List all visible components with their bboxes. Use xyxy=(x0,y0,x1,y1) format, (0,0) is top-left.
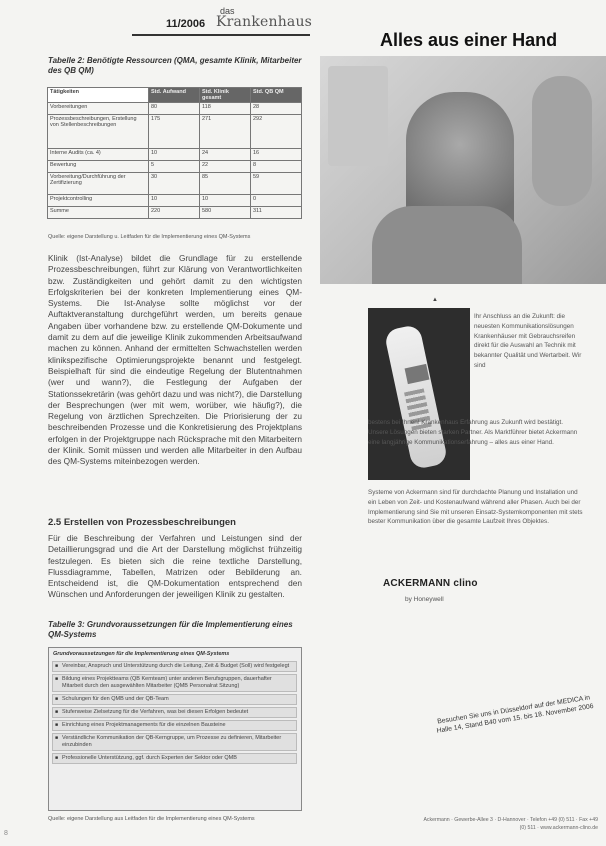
table-cell: Vorbereitung/Durchführung der Zertifizierung xyxy=(48,173,149,195)
ad-photo-nurse xyxy=(320,56,606,284)
table-cell: 59 xyxy=(251,173,302,195)
table-row xyxy=(48,149,302,161)
table-cell: Prozessbeschreibungen, Erstellung von Stellenbeschreibungen xyxy=(48,115,149,149)
table-cell: 175 xyxy=(149,115,200,149)
table-cell: 24 xyxy=(200,149,251,161)
photo-person-shoulders xyxy=(372,206,522,284)
ad-text-block: bestens bei Ihnen! Krankenhaus Erfahrung aus Zukunft wird bestätigt. Unsere Lösungen bieten starken Partner. Als Marktführer bietet Ackermann eine langjährige Kommunikationserfahrung – alles aus einer Hand. xyxy=(368,419,578,446)
requirements-box xyxy=(48,647,302,811)
table-cell: 580 xyxy=(200,207,251,219)
fair-announcement: Besuchen Sie uns in Düsseldorf auf der MEDICA in Halle 14, Stand B40 vom 15. bis 18. November 2006 xyxy=(436,694,595,735)
body-paragraph: Für die Beschreibung der Verfahren und Leistungen sind der Detaillierungsgrad und die Art der Darstellung möglichst frühzeitig festzulegen. Es bieten sich die reine textliche Darstellung, Flussdiagramme, Tabellen, Matrizen oder Bebilderung an. Entscheidend ist, die QM-Dokumentation entsprechend den Wünschen und Anforderungen der jeweiligen Klinik zu gestalten. xyxy=(48,533,302,600)
table-row xyxy=(48,207,302,219)
table-header-cell: Std. Klinik gesamt xyxy=(200,88,251,103)
magazine-brand: Krankenhaus xyxy=(216,14,313,30)
logo-text: ACKERMANN clino xyxy=(383,578,478,589)
logo-subtitle: by Honeywell xyxy=(405,596,444,603)
page-number: 8 xyxy=(4,830,8,837)
table-cell: Interne Audits (ca. 4) xyxy=(48,149,149,161)
ad-headline: Alles aus einer Hand xyxy=(380,30,558,50)
list-item: ■ Einrichtung eines Projektmanagements für die einzelnen Bausteine xyxy=(52,720,297,731)
table-row xyxy=(48,195,302,207)
table-row xyxy=(48,161,302,173)
ad-photo-handset xyxy=(368,308,470,480)
table2-caption: Tabelle 2: Benötigte Ressourcen (QMA, gesamte Klinik, Mitarbeiter des QB QM) xyxy=(48,56,302,75)
page-header xyxy=(132,0,313,40)
ad-footer-contact: Ackermann · Gewerbe-Allee 3 · D-Hannover · Telefon +49 (0) 511 · Fax +49 (0) 511 · www.ackermann-clino.de xyxy=(423,817,598,831)
list-item: ■ Vereinbar, Anspruch und Unterstützung durch die Leitung, Zeit & Budget (Soll) wird festgelegt xyxy=(52,661,297,672)
table-cell: 80 xyxy=(149,103,200,115)
table-cell: 10 xyxy=(149,195,200,207)
photo-background-person xyxy=(532,76,592,206)
list-item: ■ Verständliche Kommunikation der QB-Kerngruppe, um Prozesse zu definieren, Mitarbeiter einzubinden xyxy=(52,733,297,751)
table3-caption: Tabelle 3: Grundvoraussetzungen für die Implementierung eines QM-Systems xyxy=(48,620,293,639)
brand-prefix: das xyxy=(220,6,235,16)
table-cell: 118 xyxy=(200,103,251,115)
triangle-icon: ▲ xyxy=(432,297,438,303)
list-item: ■ Stufenweise Zielsetzung für die Verfahren, was bei diesen Erfolgen bedeutet xyxy=(52,707,297,718)
table-cell: 0 xyxy=(251,195,302,207)
table-cell: 16 xyxy=(251,149,302,161)
requirements-list xyxy=(52,661,297,766)
box-title: Grundvoraussetzungen für die Implementierung eines QM-Systems xyxy=(53,651,230,657)
table2-source: Quelle: eigene Darstellung u. Leitfaden für die Implementierung eines QM-Systems xyxy=(48,234,251,240)
body-paragraph: Klinik (Ist-Analyse) bildet die Grundlage für zu erstellende Prozessbeschreibungen, führt zur Klärung von Verantwortlichkeiten bzw. Zuständigkeiten und gehört damit zu den wichtigsten Erfolgskriterien bei der konkreten Implementierung eines QM-Systems. Die Ist-Analyse sollte möglichst vor der Auftaktveranstaltung durchgeführt werden, um bereits genaue Angaben über vorhandene bzw. zu erstellende QM-Dokumente und damit zu dem auf die jeweilige Klinik zukommenden Arbeitsaufwand machen zu können. Anhand der ermittelten Schwachstellen werden klinikspezifische Optimierungsprojekte benannt und festgelegt. Beispielhaft für sind die eindeutige Regelung der Blutentnahmen (wer und wann?), die Festlegung der Aufgaben der Stationssekretärin (was gehört dazu und was nicht?), die Darstellung der Besprechungen (wer mit wem, worüber, wie häufig?), die Regelung von ärztlichen Sprechzeiten. Die Priorisierung der zu beschreibenden Prozesse und die Konkretisierung des Projektplans erfolgen in der Projektgruppe nach Rücksprache mit den Mitarbeitern der Klinik. Somit müssen und werden alle Mitarbeiter in den Aufbau des QM-Systems miteinbezogen werden. xyxy=(48,253,302,467)
table-cell: 311 xyxy=(251,207,302,219)
table-cell: Bewertung xyxy=(48,161,149,173)
list-item: ■ Professionelle Unterstützung, ggf. durch Experten der Sektor oder QMB xyxy=(52,753,297,764)
table-cell: 5 xyxy=(149,161,200,173)
issue-number: 11/2006 xyxy=(166,18,206,30)
ackermann-logo xyxy=(383,578,478,589)
table-cell: 85 xyxy=(200,173,251,195)
table-row xyxy=(48,103,302,115)
ad-text-block: Systeme von Ackermann sind für durchdachte Planung und Installation und ein Leben von Zeit- und Kostenaufwand während aller Phasen. Auch bei der Implementierung sind Sie mit unseren Einsatz-Systemkomponenten mit stets bester Kommunikation über die gesamte Laufzeit Ihres Objektes. xyxy=(368,489,583,526)
list-item: ■ Schulungen für den QMB und der QB-Team xyxy=(52,694,297,705)
table-header-cell: Std. Aufwand xyxy=(149,88,200,103)
table-cell: 28 xyxy=(251,103,302,115)
table-cell: 271 xyxy=(200,115,251,149)
table-cell: 292 xyxy=(251,115,302,149)
table-cell: 22 xyxy=(200,161,251,173)
table3-source: Quelle: eigene Darstellung aus Leitfaden für die Implementierung eines QM-Systems xyxy=(48,816,255,822)
table-cell: 10 xyxy=(149,149,200,161)
table-cell: 8 xyxy=(251,161,302,173)
resources-table xyxy=(47,87,302,219)
table-row xyxy=(48,115,302,149)
table-cell: Projektcontrolling xyxy=(48,195,149,207)
table-cell: 220 xyxy=(149,207,200,219)
photo-background-shape xyxy=(328,66,388,166)
header-rule xyxy=(132,34,310,36)
ad-text-narrow: Ihr Anschluss an die Zukunft: die neuesten Kommunikationslösungen Krankenhäuser mit Gebrauchsreifen direkt für die Auswahl an Technik mit bekannter Qualität und Wertarbeit. Wir sind xyxy=(474,313,582,369)
table-header-cell: Tätigkeiten xyxy=(48,88,149,103)
table-row xyxy=(48,173,302,195)
list-item: ■ Bildung eines Projektteams (QB Kernteam) unter anderen Berufsgruppen, dauerhafter Mitarbeit durch den ausgewählten Mitarbeiter (QMB Personalrat Sitzung) xyxy=(52,674,297,692)
section-heading: 2.5 Erstellen von Prozessbeschreibungen xyxy=(48,517,236,528)
table-cell: Vorbereitungen xyxy=(48,103,149,115)
table-header-cell: Std. QB QM xyxy=(251,88,302,103)
table-cell: 10 xyxy=(200,195,251,207)
table-cell: 30 xyxy=(149,173,200,195)
table-cell: Summe xyxy=(48,207,149,219)
